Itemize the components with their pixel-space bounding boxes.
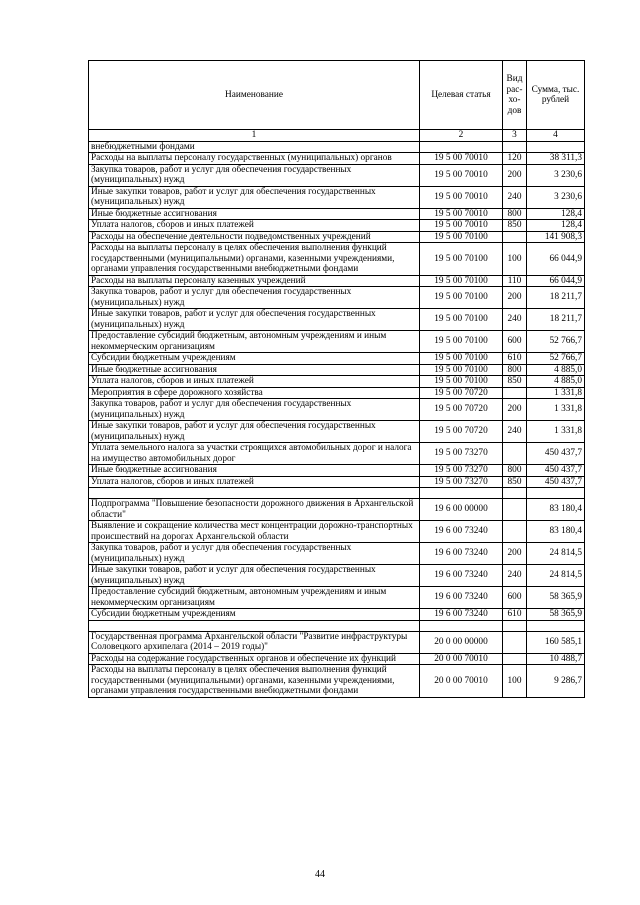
cell-code: 19 5 00 70100 <box>420 275 503 287</box>
cell-type <box>503 443 527 465</box>
table-row <box>89 287 585 309</box>
column-number: 3 <box>503 130 527 142</box>
cell-type: 240 <box>503 421 527 443</box>
cell-type <box>503 631 527 653</box>
cell-sum: 128,4 <box>527 208 585 220</box>
cell-code: 19 5 00 73270 <box>420 443 503 465</box>
cell-code: 19 5 00 70100 <box>420 287 503 309</box>
cell-name: Расходы на выплаты персоналу в целях обеспечения выполнения функций государственными (муниципальными) органами, казенными учреждениями, органами управления государственными внебюджетными фондами <box>89 665 420 698</box>
empty-cell <box>420 620 503 631</box>
table-row <box>89 543 585 565</box>
empty-cell <box>89 488 420 499</box>
cell-code: 20 0 00 70010 <box>420 665 503 698</box>
header-code: Целевая статья <box>420 61 503 130</box>
column-number-row <box>89 130 585 142</box>
cell-name: Иные закупки товаров, работ и услуг для обеспечения государственных (муниципальных) нужд <box>89 186 420 208</box>
cell-name: Уплата налогов, сборов и иных платежей <box>89 476 420 488</box>
cell-name: Расходы на содержание государственных органов и обеспечение их функций <box>89 653 420 665</box>
cell-type <box>503 653 527 665</box>
table-row <box>89 421 585 443</box>
cell-sum: 58 365,9 <box>527 609 585 621</box>
table-row <box>89 443 585 465</box>
cell-code: 19 6 00 00000 <box>420 499 503 521</box>
cell-code: 19 5 00 70720 <box>420 399 503 421</box>
cell-name: Уплата налогов, сборов и иных платежей <box>89 376 420 388</box>
cell-code: 19 5 00 70100 <box>420 353 503 365</box>
cell-type: 240 <box>503 565 527 587</box>
cell-sum: 10 488,7 <box>527 653 585 665</box>
table-row <box>89 376 585 388</box>
cell-type: 240 <box>503 186 527 208</box>
cell-sum: 3 230,6 <box>527 164 585 186</box>
cell-code: 19 5 00 70720 <box>420 421 503 443</box>
cell-sum <box>527 141 585 153</box>
column-number: 2 <box>420 130 503 142</box>
cell-name: Иные закупки товаров, работ и услуг для обеспечения государственных (муниципальных) нужд <box>89 421 420 443</box>
table-row <box>89 521 585 543</box>
header-name: Наименование <box>89 61 420 130</box>
table-row <box>89 465 585 477</box>
cell-code: 19 5 00 70100 <box>420 309 503 331</box>
cell-name: Расходы на выплаты персоналу казенных учреждений <box>89 275 420 287</box>
cell-type: 110 <box>503 275 527 287</box>
cell-code: 19 5 00 70010 <box>420 208 503 220</box>
cell-sum: 66 044,9 <box>527 275 585 287</box>
header-type: Вид рас-хо-дов <box>503 61 527 130</box>
cell-name: Иные бюджетные ассигнования <box>89 465 420 477</box>
empty-cell <box>89 620 420 631</box>
cell-code: 19 5 00 73270 <box>420 465 503 477</box>
table-row <box>89 609 585 621</box>
cell-type: 850 <box>503 220 527 232</box>
cell-type: 100 <box>503 243 527 276</box>
cell-code: 19 5 00 70010 <box>420 164 503 186</box>
cell-code: 19 6 00 73240 <box>420 543 503 565</box>
cell-sum: 4 885,0 <box>527 376 585 388</box>
cell-name: Государственная программа Архангельской области "Развитие инфраструктуры Соловецкого архипелага (2014 – 2019 годы)" <box>89 631 420 653</box>
table-row <box>89 243 585 276</box>
cell-name: Предоставление субсидий бюджетным, автономным учреждениям и иным некоммерческим организациям <box>89 331 420 353</box>
cell-type: 800 <box>503 208 527 220</box>
cell-code: 19 6 00 73240 <box>420 521 503 543</box>
cell-sum: 58 365,9 <box>527 587 585 609</box>
cell-type: 200 <box>503 164 527 186</box>
cell-type <box>503 387 527 399</box>
cell-name: Закупка товаров, работ и услуг для обеспечения государственных (муниципальных) нужд <box>89 164 420 186</box>
cell-name: внебюджетными фондами <box>89 141 420 153</box>
cell-type <box>503 141 527 153</box>
cell-name: Иные закупки товаров, работ и услуг для обеспечения государственных (муниципальных) нужд <box>89 309 420 331</box>
cell-sum: 4 885,0 <box>527 364 585 376</box>
table-row <box>89 499 585 521</box>
header-row <box>89 61 585 130</box>
blank-row <box>89 620 585 631</box>
cell-name: Иные бюджетные ассигнования <box>89 364 420 376</box>
cell-code <box>420 141 503 153</box>
cell-name: Выявление и сокращение количества мест концентрации дорожно-транспортных происшествий на дорогах Архангельской области <box>89 521 420 543</box>
table-row <box>89 364 585 376</box>
cell-code: 19 6 00 73240 <box>420 587 503 609</box>
cell-code: 19 5 00 70720 <box>420 387 503 399</box>
table-row <box>89 220 585 232</box>
cell-sum: 52 766,7 <box>527 353 585 365</box>
cell-code: 19 6 00 73240 <box>420 609 503 621</box>
cell-type: 850 <box>503 476 527 488</box>
cell-type: 850 <box>503 376 527 388</box>
cell-sum: 141 908,3 <box>527 231 585 243</box>
empty-cell <box>527 620 585 631</box>
cell-name: Субсидии бюджетным учреждениям <box>89 353 420 365</box>
cell-code: 19 5 00 70100 <box>420 364 503 376</box>
cell-sum: 18 211,7 <box>527 287 585 309</box>
cell-type: 120 <box>503 153 527 165</box>
cell-type: 200 <box>503 399 527 421</box>
cell-type: 200 <box>503 543 527 565</box>
table-row <box>89 387 585 399</box>
cell-sum: 24 814,5 <box>527 543 585 565</box>
cell-sum: 3 230,6 <box>527 186 585 208</box>
table-row <box>89 665 585 698</box>
cell-sum: 66 044,9 <box>527 243 585 276</box>
cell-code: 19 5 00 70010 <box>420 153 503 165</box>
cell-type: 610 <box>503 353 527 365</box>
budget-table <box>88 60 585 698</box>
cell-type: 200 <box>503 287 527 309</box>
cell-code: 20 0 00 00000 <box>420 631 503 653</box>
cell-name: Закупка товаров, работ и услуг для обеспечения государственных (муниципальных) нужд <box>89 287 420 309</box>
cell-type: 600 <box>503 331 527 353</box>
cell-code: 19 5 00 70010 <box>420 186 503 208</box>
cell-sum: 38 311,3 <box>527 153 585 165</box>
cell-type: 600 <box>503 587 527 609</box>
cell-type <box>503 499 527 521</box>
table-row <box>89 275 585 287</box>
cell-name: Предоставление субсидий бюджетным, автономным учреждениям и иным некоммерческим организациям <box>89 587 420 609</box>
cell-type <box>503 231 527 243</box>
cell-sum: 1 331,8 <box>527 399 585 421</box>
blank-row <box>89 488 585 499</box>
cell-code: 19 6 00 73240 <box>420 565 503 587</box>
table-row <box>89 186 585 208</box>
cell-name: Иные закупки товаров, работ и услуг для обеспечения государственных (муниципальных) нужд <box>89 565 420 587</box>
table-row <box>89 231 585 243</box>
empty-cell <box>527 488 585 499</box>
cell-sum: 52 766,7 <box>527 331 585 353</box>
table-row <box>89 141 585 153</box>
cell-code: 19 5 00 70100 <box>420 231 503 243</box>
table-row <box>89 164 585 186</box>
table-row <box>89 653 585 665</box>
cell-sum: 83 180,4 <box>527 521 585 543</box>
column-number: 1 <box>89 130 420 142</box>
table-body <box>89 141 585 697</box>
cell-sum: 128,4 <box>527 220 585 232</box>
cell-code: 19 5 00 70100 <box>420 376 503 388</box>
cell-type: 240 <box>503 309 527 331</box>
cell-code: 19 5 00 73270 <box>420 476 503 488</box>
cell-sum: 450 437,7 <box>527 476 585 488</box>
cell-code: 20 0 00 70010 <box>420 653 503 665</box>
table-row <box>89 399 585 421</box>
cell-name: Подпрограмма "Повышение безопасности дорожного движения в Архангельской области" <box>89 499 420 521</box>
cell-name: Закупка товаров, работ и услуг для обеспечения государственных (муниципальных) нужд <box>89 543 420 565</box>
table-row <box>89 476 585 488</box>
cell-sum: 160 585,1 <box>527 631 585 653</box>
cell-code: 19 5 00 70100 <box>420 331 503 353</box>
cell-type <box>503 521 527 543</box>
table-row <box>89 587 585 609</box>
cell-code: 19 5 00 70010 <box>420 220 503 232</box>
cell-type: 800 <box>503 364 527 376</box>
cell-sum: 9 286,7 <box>527 665 585 698</box>
cell-name: Мероприятия в сфере дорожного хозяйства <box>89 387 420 399</box>
cell-sum: 1 331,8 <box>527 387 585 399</box>
table-row <box>89 208 585 220</box>
cell-name: Расходы на выплаты персоналу в целях обеспечения выполнения функций государственными (муниципальными) органами, казенными учреждениями, органами управления государственными внебюджетными фондами <box>89 243 420 276</box>
column-number: 4 <box>527 130 585 142</box>
table-row <box>89 153 585 165</box>
cell-name: Субсидии бюджетным учреждениям <box>89 609 420 621</box>
cell-name: Уплата земельного налога за участки строящихся автомобильных дорог и налога на имущество автомобильных дорог <box>89 443 420 465</box>
cell-sum: 24 814,5 <box>527 565 585 587</box>
cell-type: 800 <box>503 465 527 477</box>
table-row <box>89 309 585 331</box>
cell-sum: 450 437,7 <box>527 465 585 477</box>
cell-sum: 83 180,4 <box>527 499 585 521</box>
cell-name: Расходы на обеспечение деятельности подведомственных учреждений <box>89 231 420 243</box>
cell-sum: 1 331,8 <box>527 421 585 443</box>
cell-name: Закупка товаров, работ и услуг для обеспечения государственных (муниципальных) нужд <box>89 399 420 421</box>
cell-sum: 450 437,7 <box>527 443 585 465</box>
empty-cell <box>503 620 527 631</box>
table-row <box>89 353 585 365</box>
cell-name: Расходы на выплаты персоналу государственных (муниципальных) органов <box>89 153 420 165</box>
empty-cell <box>420 488 503 499</box>
table-row <box>89 631 585 653</box>
table-row <box>89 331 585 353</box>
cell-name: Уплата налогов, сборов и иных платежей <box>89 220 420 232</box>
cell-code: 19 5 00 70100 <box>420 243 503 276</box>
table-row <box>89 565 585 587</box>
cell-type: 610 <box>503 609 527 621</box>
cell-name: Иные бюджетные ассигнования <box>89 208 420 220</box>
empty-cell <box>503 488 527 499</box>
header-sum: Сумма, тыс. рублей <box>527 61 585 130</box>
page-number: 44 <box>315 869 325 880</box>
cell-sum: 18 211,7 <box>527 309 585 331</box>
cell-type: 100 <box>503 665 527 698</box>
